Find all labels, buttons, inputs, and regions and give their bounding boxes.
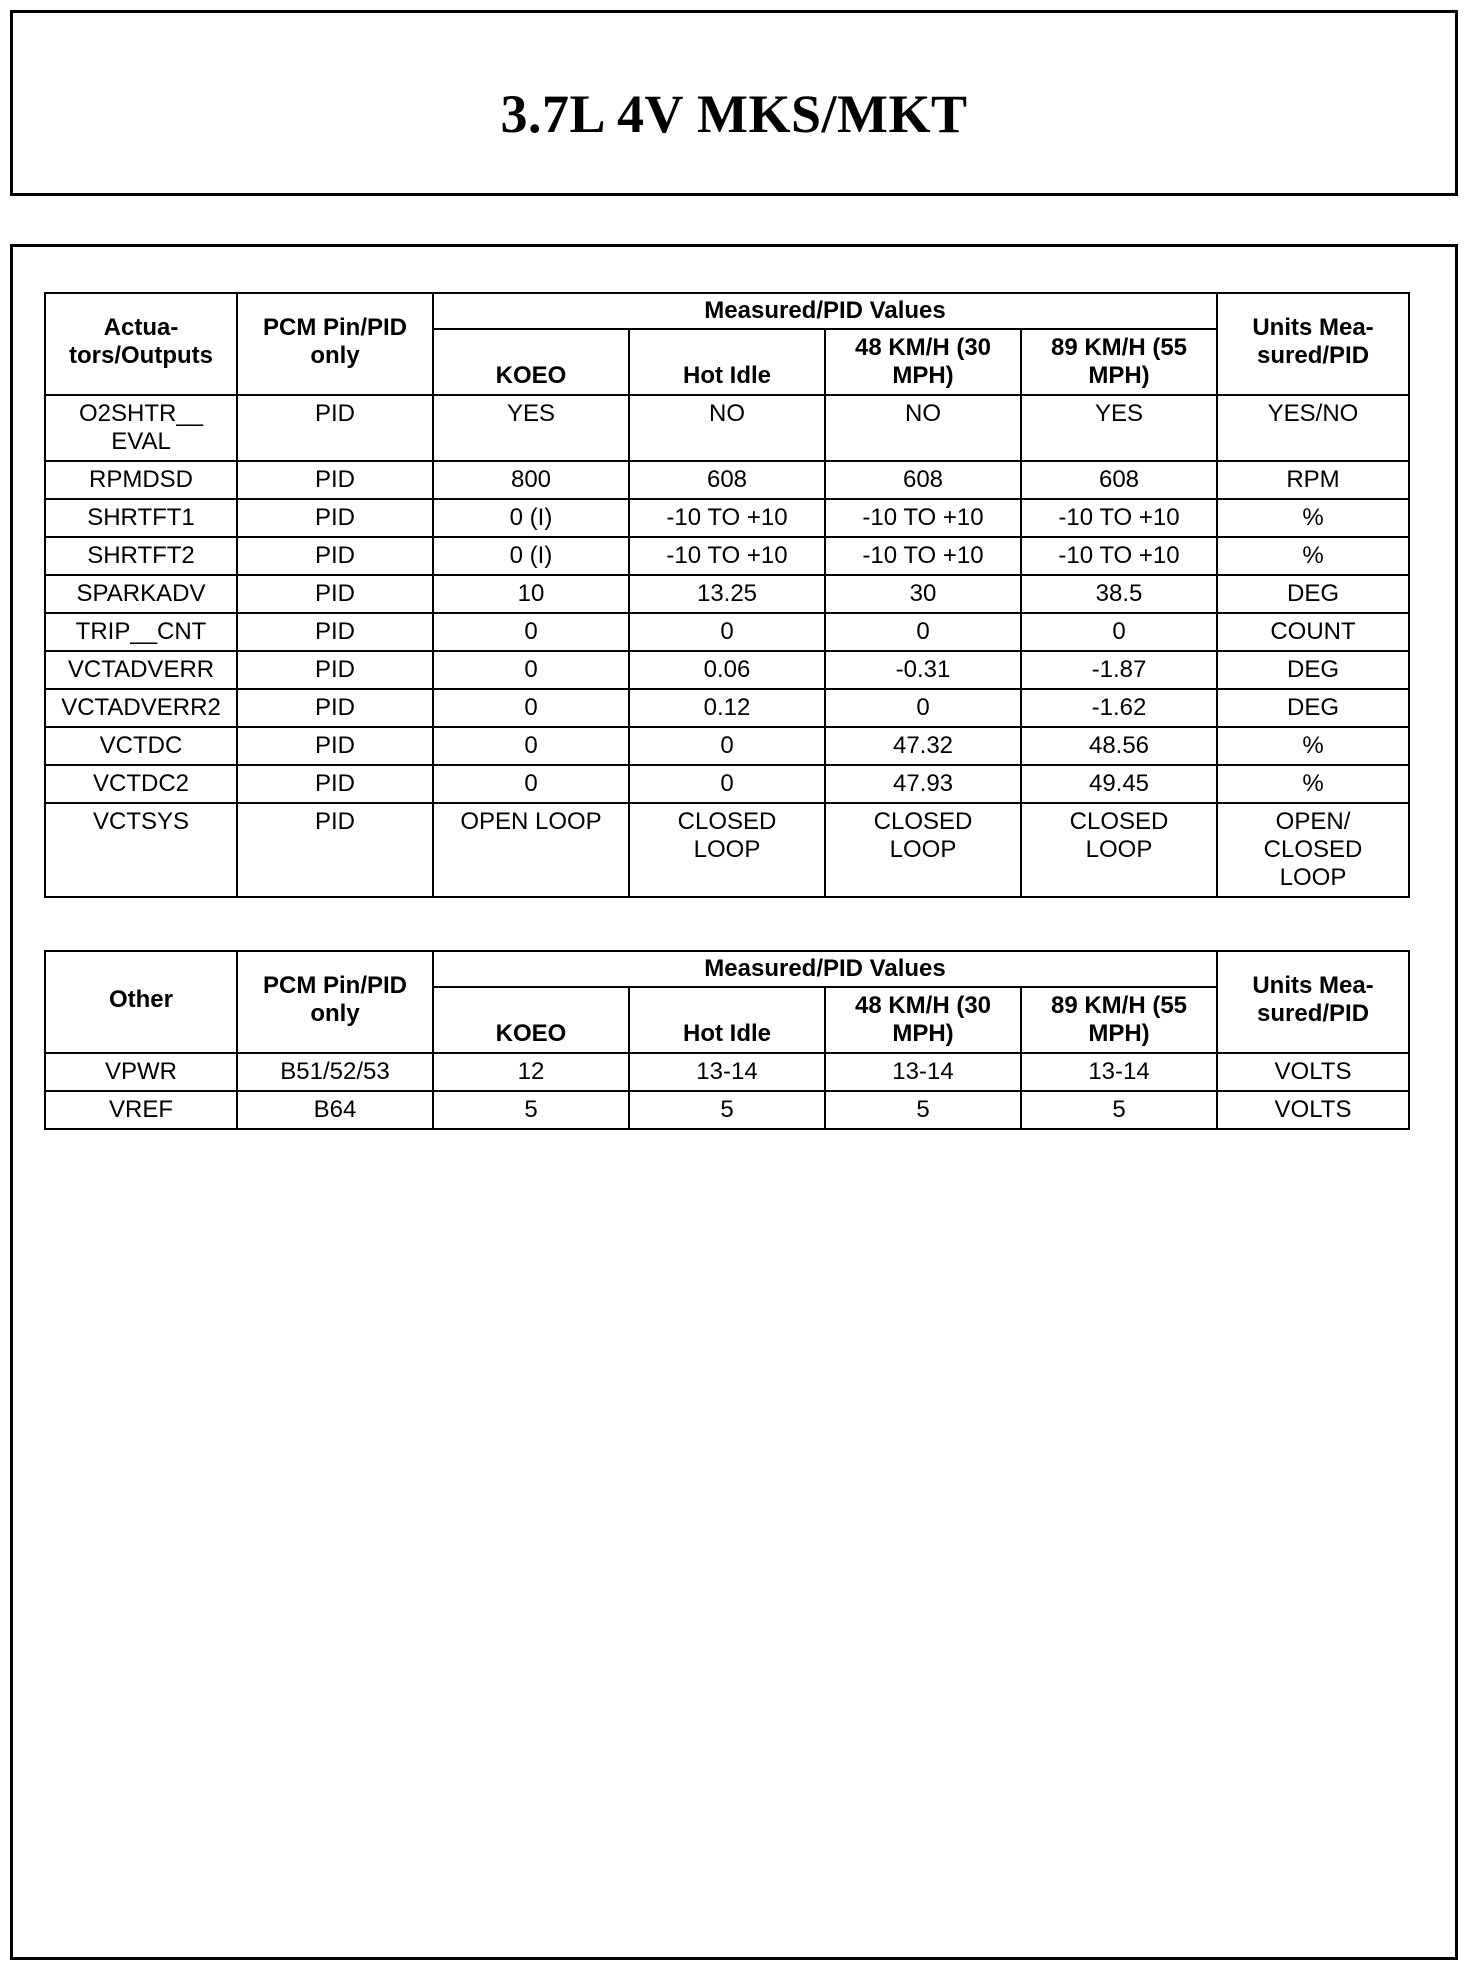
table-cell: PID — [237, 727, 433, 765]
table-cell: 49.45 — [1021, 765, 1217, 803]
table-cell: VOLTS — [1217, 1053, 1409, 1091]
table-cell: CLOSED LOOP — [1021, 803, 1217, 897]
table-cell: PID — [237, 461, 433, 499]
table-cell: % — [1217, 727, 1409, 765]
table-cell: % — [1217, 499, 1409, 537]
table-cell: CLOSED LOOP — [629, 803, 825, 897]
table-cell: DEG — [1217, 689, 1409, 727]
table-cell: % — [1217, 537, 1409, 575]
table-cell: B51/52/53 — [237, 1053, 433, 1091]
table-row — [45, 395, 1409, 461]
table-cell: 5 — [629, 1091, 825, 1129]
column-header: Other — [45, 951, 237, 1053]
table-cell: YES — [433, 395, 629, 461]
column-header: Hot Idle — [629, 987, 825, 1053]
table-cell: 0 — [825, 689, 1021, 727]
table-cell: 0.06 — [629, 651, 825, 689]
table-cell: YES/NO — [1217, 395, 1409, 461]
table-cell: 0 — [825, 613, 1021, 651]
table-cell: OPEN LOOP — [433, 803, 629, 897]
group-header: Measured/PID Values — [433, 293, 1217, 329]
table-cell: VCTSYS — [45, 803, 237, 897]
table-cell: DEG — [1217, 651, 1409, 689]
table-cell: 0 (I) — [433, 499, 629, 537]
table-cell: DEG — [1217, 575, 1409, 613]
table-cell: 0 — [629, 613, 825, 651]
table-cell: 47.93 — [825, 765, 1021, 803]
table-cell: -1.87 — [1021, 651, 1217, 689]
column-header: Units Mea- sured/PID — [1217, 293, 1409, 395]
table-cell: 0 — [433, 765, 629, 803]
table-cell: 12 — [433, 1053, 629, 1091]
table-cell: % — [1217, 765, 1409, 803]
table-cell: 0 (I) — [433, 537, 629, 575]
table-cell: -10 TO +10 — [825, 537, 1021, 575]
column-header: 89 KM/H (55 MPH) — [1021, 329, 1217, 395]
table-cell: PID — [237, 613, 433, 651]
column-header: KOEO — [433, 987, 629, 1053]
column-header: Units Mea- sured/PID — [1217, 951, 1409, 1053]
table-cell: VCTDC2 — [45, 765, 237, 803]
table-cell: -0.31 — [825, 651, 1021, 689]
table-cell: 0 — [629, 765, 825, 803]
table-cell: VPWR — [45, 1053, 237, 1091]
table-cell: NO — [629, 395, 825, 461]
table-cell: 13-14 — [629, 1053, 825, 1091]
table-row — [45, 613, 1409, 651]
table-cell: 5 — [433, 1091, 629, 1129]
column-header: PCM Pin/PID only — [237, 293, 433, 395]
column-header: KOEO — [433, 329, 629, 395]
table-row — [45, 499, 1409, 537]
table-cell: -10 TO +10 — [629, 499, 825, 537]
table-row — [45, 537, 1409, 575]
table-cell: SHRTFT1 — [45, 499, 237, 537]
table-cell: 0 — [629, 727, 825, 765]
table-cell: OPEN/ CLOSED LOOP — [1217, 803, 1409, 897]
other-table — [44, 950, 1410, 1130]
table-cell: 608 — [629, 461, 825, 499]
table-cell: 5 — [1021, 1091, 1217, 1129]
table-cell: B64 — [237, 1091, 433, 1129]
table-cell: -10 TO +10 — [1021, 537, 1217, 575]
column-header: 89 KM/H (55 MPH) — [1021, 987, 1217, 1053]
table-body — [45, 1053, 1409, 1129]
table-row — [45, 461, 1409, 499]
column-header: Hot Idle — [629, 329, 825, 395]
table-cell: 30 — [825, 575, 1021, 613]
column-header: 48 KM/H (30 MPH) — [825, 987, 1021, 1053]
table-cell: -1.62 — [1021, 689, 1217, 727]
table-cell: RPM — [1217, 461, 1409, 499]
table-cell: 0 — [433, 689, 629, 727]
table-cell: PID — [237, 575, 433, 613]
table-cell: 13-14 — [825, 1053, 1021, 1091]
table-cell: VCTDC — [45, 727, 237, 765]
table-cell: COUNT — [1217, 613, 1409, 651]
table-cell: 10 — [433, 575, 629, 613]
table-cell: PID — [237, 689, 433, 727]
table-cell: 38.5 — [1021, 575, 1217, 613]
table-cell: 800 — [433, 461, 629, 499]
table-cell: VCTADVERR — [45, 651, 237, 689]
table-cell: PID — [237, 537, 433, 575]
table-cell: VOLTS — [1217, 1091, 1409, 1129]
table-cell: 5 — [825, 1091, 1021, 1129]
table-cell: 0 — [433, 613, 629, 651]
actuators-outputs-table — [44, 292, 1410, 898]
table-cell: -10 TO +10 — [629, 537, 825, 575]
table-cell: CLOSED LOOP — [825, 803, 1021, 897]
table-row — [45, 765, 1409, 803]
table-cell: 0 — [1021, 613, 1217, 651]
table-cell: NO — [825, 395, 1021, 461]
table-cell: TRIP__CNT — [45, 613, 237, 651]
table-cell: RPMDSD — [45, 461, 237, 499]
table-cell: -10 TO +10 — [1021, 499, 1217, 537]
table-cell: -10 TO +10 — [825, 499, 1021, 537]
table-cell: PID — [237, 499, 433, 537]
table-cell: VCTADVERR2 — [45, 689, 237, 727]
table-row — [45, 1091, 1409, 1129]
table-cell: VREF — [45, 1091, 237, 1129]
table-cell: PID — [237, 651, 433, 689]
group-header: Measured/PID Values — [433, 951, 1217, 987]
table-cell: YES — [1021, 395, 1217, 461]
table-cell: 48.56 — [1021, 727, 1217, 765]
table-row — [45, 689, 1409, 727]
table-cell: SHRTFT2 — [45, 537, 237, 575]
table-cell: 0 — [433, 651, 629, 689]
table-cell: O2SHTR__ EVAL — [45, 395, 237, 461]
table-cell: 13-14 — [1021, 1053, 1217, 1091]
table-cell: PID — [237, 395, 433, 461]
table-row — [45, 651, 1409, 689]
table-body — [45, 395, 1409, 897]
table-cell: 13.25 — [629, 575, 825, 613]
table-cell: PID — [237, 765, 433, 803]
column-header: 48 KM/H (30 MPH) — [825, 329, 1021, 395]
table-cell: 608 — [1021, 461, 1217, 499]
table-row — [45, 727, 1409, 765]
column-header: PCM Pin/PID only — [237, 951, 433, 1053]
table-cell: 608 — [825, 461, 1021, 499]
table-cell: 0 — [433, 727, 629, 765]
column-header: Actua- tors/Outputs — [45, 293, 237, 395]
table-cell: 47.32 — [825, 727, 1021, 765]
table-cell: 0.12 — [629, 689, 825, 727]
table-cell: PID — [237, 803, 433, 897]
page-title: 3.7L 4V MKS/MKT — [500, 84, 968, 144]
table-cell: SPARKADV — [45, 575, 237, 613]
table-row — [45, 803, 1409, 897]
table-row — [45, 1053, 1409, 1091]
title-box — [10, 10, 1458, 196]
table-row — [45, 575, 1409, 613]
